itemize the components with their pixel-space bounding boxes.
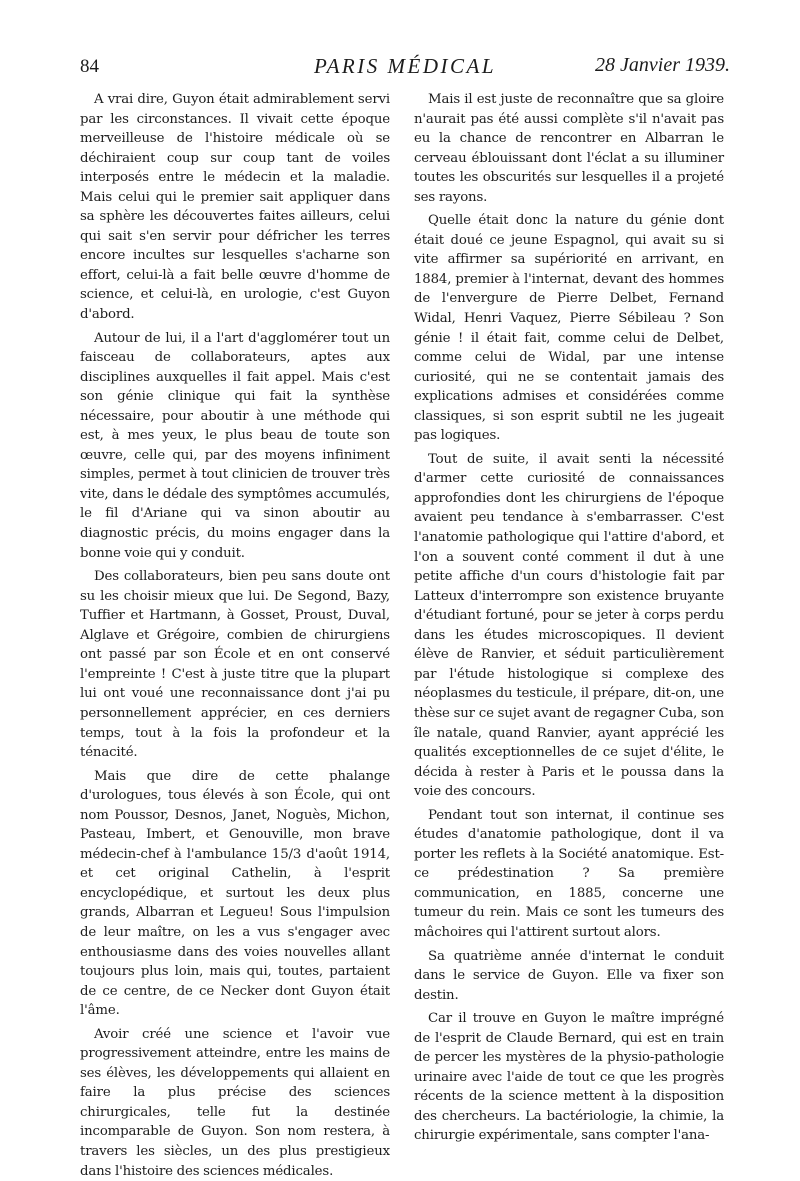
paragraph: Quelle était donc la nature du génie dont était doué ce jeune Espagnol, qui avait su si vite affirmer sa supériorité en arrivant, en 1884, premier à l'internat, devant des hommes de l'envergure de Pierre Delbet, Fernand Widal, Henri Vaquez, Pierre Sébileau ? Son génie ! il était fait, comme celui de Delbet, comme celui de Widal, par une intense curiosité, qui ne se contentait jamais des explications admises et considérées comme classiques, si son esprit subtil ne les jugeait pas logiques. bbox=[414, 213, 724, 444]
issue-date: 28 Janvier 1939. bbox=[595, 54, 730, 76]
paragraph: Pendant tout son internat, il continue ses études d'anatomie pathologique, dont il va porter les reflets à la Société anatomique. Est-ce prédestination ? Sa première communication, en 1885, concerne une tumeur du rein. Mais ce sont les tumeurs des mâchoires qui l'attirent surtout alors. bbox=[414, 807, 724, 940]
paragraph: Avoir créé une science et l'avoir vue progressivement atteindre, entre les mains de ses élèves, les développements qui allaient en faire la plus précise des sciences chirurgicales, telle fut la destinée incomparable de Guyon. Son nom restera, à travers les siècles, un des plus prestigieux dans l'histoire des sciences médicales. bbox=[80, 1026, 390, 1179]
left-column bbox=[80, 90, 390, 1179]
paragraph: Mais que dire de cette phalange d'urologues, tous élevés à son École, qui ont nom Poussor, Desnos, Janet, Noguès, Michon, Pasteau, Imbert, et Genouville, mon brave médecin-chef à l'ambulance 15/3 d'août 1914, et cet original Cathelin, à l'esprit encyclopédique, et surtout les deux plus grands, Albarran et Legueu! Sous l'impulsion de leur maître, on les a vus s'engager avec enthousiasme dans des voies nouvelles allant toujours plus loin, mais qui, toutes, partaient de ce centre, de ce Necker dont Guyon était l'âme. bbox=[80, 768, 390, 1019]
paragraph: A vrai dire, Guyon était admirablement servi par les circonstances. Il vivait cette époque merveilleuse de l'histoire médicale où se déchiraient coup sur coup tant de voiles interposés entre le médecin et la maladie. Mais celui qui le premier sait appliquer dans sa sphère les découvertes faites ailleurs, celui qui sait s'en servir pour défricher les terres encore incultes sur lesquelles s'acharne son effort, celui-là a fait belle œuvre d'homme de science, et celui-là, en urologie, c'est Guyon d'abord. bbox=[80, 92, 390, 323]
paragraph: Autour de lui, il a l'art d'agglomérer tout un faisceau de collaborateurs, aptes aux disciplines auxquelles il fait appel. Mais c'est son génie clinique qui fait la synthèse nécessaire, pour aboutir à une méthode qui est, à mes yeux, le plus beau de toute son œuvre, celle qui, par des moyens infiniment simples, permet à tout clinicien de trouver très vite, dans le dédale des symptômes accumulés, le fil d'Ariane qui va sinon aboutir au diagnostic précis, du moins engager dans la bonne voie qui y conduit. bbox=[80, 330, 390, 561]
paragraph: Mais il est juste de reconnaître que sa gloire n'aurait pas été aussi complète s'il n'avait pas eu la chance de rencontrer en Albarran le cerveau éblouissant dont l'éclat a su illuminer toutes les obscurités sur lesquelles il a projeté ses rayons. bbox=[414, 92, 724, 205]
paragraph: Sa quatrième année d'internat le conduit dans le service de Guyon. Elle va fixer son destin. bbox=[414, 948, 724, 1003]
right-column bbox=[414, 90, 724, 1144]
page-number: 84 bbox=[80, 56, 99, 77]
paragraph: Des collaborateurs, bien peu sans doute ont su les choisir mieux que lui. De Segond, Bazy, Tuffier et Hartmann, à Gosset, Proust, Duval, Alglave et Grégoire, combien de chirurgiens ont passé par son École et en ont conservé l'empreinte ! C'est à juste titre que la plupart lui ont voué une reconnaissance dont j'ai pu personnellement apprécier, en ces derniers temps, tout à la fois la profondeur et la ténacité. bbox=[80, 569, 390, 761]
running-header bbox=[80, 52, 730, 82]
journal-title: PARIS MÉDICAL bbox=[313, 54, 496, 78]
paragraph: Tout de suite, il avait senti la nécessité d'armer cette curiosité de connaissances approfondies dont les chirurgiens de l'époque avaient peu tendance à s'embarrasser. C'est l'anatomie pathologique qui l'attire d'abord, et l'on a souvent conté comment il dut à une petite affiche d'un cours d'histologie fait par Latteux d'interrompre son existence bruyante d'étudiant fortuné, pour se jeter à corps perdu dans les études microscopiques. Il devient élève de Ranvier, et séduit particulièrement par l'étude histologique si complexe des néoplasmes du testicule, il prépare, dit-on, une thèse sur ce sujet avant de regagner Cuba, son île natale, quand Ranvier, ayant apprécié les qualités exceptionnelles de ce sujet d'élite, le décida à rester à Paris et le poussa dans la voie des concours. bbox=[414, 451, 724, 800]
paragraph: Car il trouve en Guyon le maître imprégné de l'esprit de Claude Bernard, qui est en train de percer les mystères de la physio-pathologie urinaire avec l'aide de tout ce que les progrès récents de la science mettent à la disposition des chercheurs. La bactériologie, la chimie, la chirurgie expérimentale, sans compter l'ana- bbox=[414, 1011, 724, 1144]
